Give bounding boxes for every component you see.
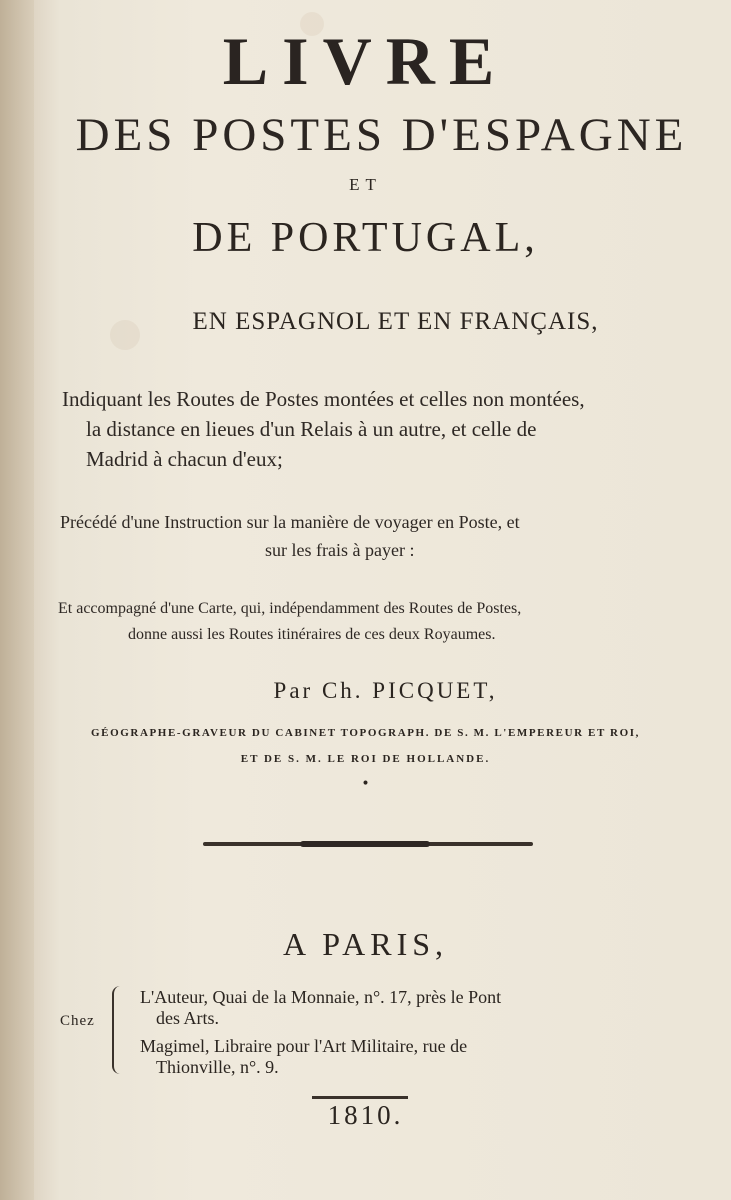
seller-line: L'Auteur, Quai de la Monnaie, n°. 17, près le Pont [140, 987, 502, 1007]
author-role-line-2: ET DE S. M. LE ROI DE HOLLANDE. [240, 753, 491, 765]
seller-line: des Arts. [156, 1008, 219, 1028]
imprint-city: A PARIS, [282, 926, 449, 962]
subtitle-portugal: DE PORTUGAL, [192, 215, 539, 261]
author-line: Par Ch. PICQUET, [273, 678, 498, 703]
description-line: Madrid à chacun d'eux; [86, 447, 283, 471]
languages-line: EN ESPAGNOL ET EN FRANÇAIS, [192, 308, 599, 335]
seller-magimel [140, 1036, 700, 1078]
seller-author [140, 987, 700, 1029]
description-line: sur les frais à payer : [265, 540, 415, 560]
seller-line: Magimel, Libraire pour l'Art Militaire, rue de [140, 1036, 468, 1056]
subtitle-spain: DES POSTES D'ESPAGNE [75, 109, 688, 161]
description-paragraph-2 [60, 508, 700, 564]
decorative-rule-center [300, 841, 430, 847]
ornament-dot: • [361, 776, 370, 792]
publication-year: 1810. [327, 1100, 404, 1130]
brace [112, 986, 126, 1074]
description-line: donne aussi les Routes itinéraires de ces deux Royaumes. [128, 626, 496, 643]
main-title: LIVRE [222, 23, 509, 99]
year-rule [312, 1096, 408, 1099]
conjunction: ET [349, 175, 382, 194]
description-line: Précédé d'une Instruction sur la manière de voyager en Poste, et [60, 512, 520, 532]
seller-line: Thionville, n°. 9. [156, 1057, 279, 1077]
description-line: Et accompagné d'une Carte, qui, indépendamment des Routes de Postes, [58, 600, 522, 617]
description-line: Indiquant les Routes de Postes montées et celles non montées, [62, 387, 585, 411]
description-line: la distance en lieues d'un Relais à un autre, et celle de [86, 417, 537, 441]
imprint-chez: Chez [60, 1013, 95, 1029]
description-paragraph-3 [58, 596, 708, 648]
description-paragraph-1 [62, 384, 702, 474]
author-role-line-1: GÉOGRAPHE-GRAVEUR DU CABINET TOPOGRAPH. DE S. M. L'EMPEREUR ET ROI, [91, 727, 640, 739]
